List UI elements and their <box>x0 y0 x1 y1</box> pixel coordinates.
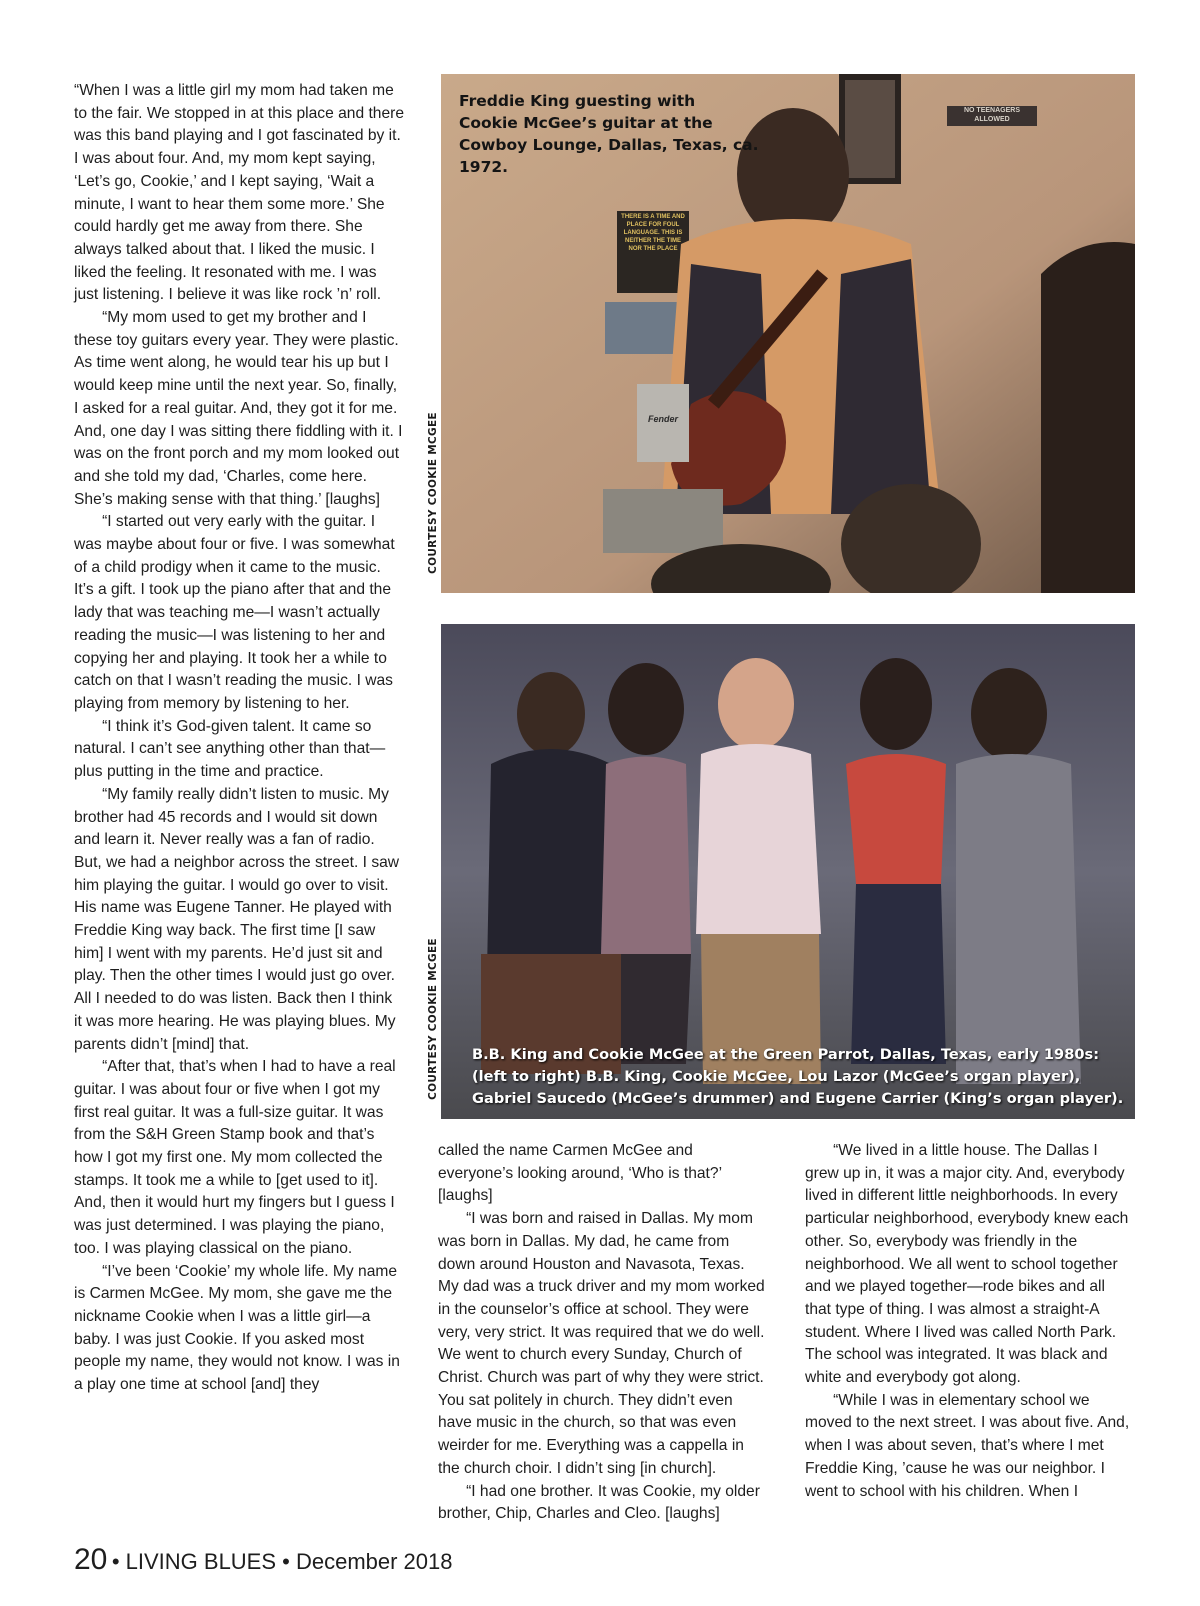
sign-no-teenagers: NO TEENAGERS ALLOWED <box>947 106 1037 126</box>
paragraph: “I think it’s God-given talent. It came so natural. I can’t see anything other than that—plus putting in the time and practice. <box>74 717 386 781</box>
paragraph: “I’ve been ‘Cookie’ my whole life. My name is Carmen McGee. My mom, she gave me the nickname Cookie when I was a little girl—a baby. I was just Cookie. If you asked most people my name, they would not know. I was in a play one time at school [and] they <box>74 1262 400 1394</box>
publication-line: • LIVING BLUES • December 2018 <box>111 1549 453 1574</box>
article-column-3 <box>805 1140 1135 1503</box>
paragraph: “While I was in elementary school we moved to the next street. I was about five. And, when I was about seven, that’s where I met Freddie King, ’cause he was our neighbor. I went to school with his children. When I <box>805 1391 1130 1500</box>
article-column-2 <box>438 1140 768 1526</box>
paragraph: “We lived in a little house. The Dallas I grew up in, it was a major city. And, everybody lived in different little neighborhoods. In every particular neighborhood, everybody knew each other. So, everybody was friendly in the neighborhood. We all went to school together and we played together—rode bikes and all that type of thing. I was almost a straight-A student. Where I lived was called North Park. The school was integrated. It was black and white and everybody got along. <box>805 1142 1129 1387</box>
photo-caption-top: Freddie King guesting with Cookie McGee’s guitar at the Cowboy Lounge, Dallas, Texas, ca. 1972. <box>459 92 759 176</box>
sign-poster: THERE IS A TIME AND PLACE FOR FOUL LANGUAGE. THIS IS NEITHER THE TIME NOR THE PLACE <box>621 214 685 252</box>
photo-caption-bottom: B.B. King and Cookie McGee at the Green Parrot, Dallas, Texas, early 1980s: (left to right) B.B. King, Cookie McGee, Lou Lazor (McGee’s organ player), Gabriel Saucedo (McGee’s drummer) and Eugene Carrier (King’s organ player). <box>472 1046 1124 1107</box>
photo-credit-bottom: COURTESY COOKIE MCGEE <box>427 938 439 1100</box>
paragraph: “I was born and raised in Dallas. My mom was born in Dallas. My dad, he came from down around Houston and Navasota, Texas. My dad was a truck driver and my mom worked in the counselor’s office at school. They were very, very strict. It was required that we do well. We went to church every Sunday, Church of Christ. Church was part of why they were strict. You sat politely in church. They didn’t even have music in the church, so that was even weirder for me. Everything was a cappella in the church choir. I didn’t sing [in church]. <box>438 1210 765 1477</box>
paragraph: called the name Carmen McGee and everyone’s looking around, ‘Who is that?’ [laughs] <box>438 1142 722 1205</box>
paragraph: “When I was a little girl my mom had taken me to the fair. We stopped in at this place and there was this band playing and I got fascinated by it. I was about four. And, my mom kept saying, ‘Let’s go, Cookie,’ and I kept saying, ‘Wait a minute, I want to hear them some more.’ She could hardly get me away from there. She always talked about that. I liked the music. I liked the feeling. It resonated with me. I was just listening. I believe it was like rock ’n’ roll. <box>74 82 404 304</box>
photo-credit-top: COURTESY COOKIE MCGEE <box>427 412 439 574</box>
paragraph: “I started out very early with the guitar. I was maybe about four or five. I was somewhat of a child prodigy when it came to the music. It’s a gift. I took up the piano after that and the lady that was teaching me—I wasn’t actually reading the music—I was listening to her and copying her and playing. It took her a while to catch on that I wasn’t reading the music. I was playing from memory by listening to her. <box>74 513 395 712</box>
photo-freddie-king <box>441 74 1135 593</box>
amp-logo: Fender <box>647 414 678 424</box>
paragraph: “My family really didn’t listen to music. My brother had 45 records and I would sit down and learn it. Never really was a fan of radio. But, we had a neighbor across the street. I saw him playing the guitar. I would go over to visit. His name was Eugene Tanner. He played with Freddie King way back. The first time [I saw him] I went with my parents. He’d just sit and play. Then the other times I would just go over. All I needed to do was listen. Back then I think it was more hearing. He was playing blues. My parents didn’t [mind] that. <box>74 785 400 1053</box>
paragraph: “After that, that’s when I had to have a real guitar. I was about four or five when I got my first real guitar. It was a full-size guitar. It was from the S&H Green Stamp book and that’s how I got my first one. My mom collected the stamps. It took me a while to [get used to it]. And, then it would hurt my fingers but I guess I was just determined. I was playing the piano, too. I was playing classical on the piano. <box>74 1058 396 1257</box>
paragraph: “I had one brother. It was Cookie, my older brother, Chip, Charles and Cleo. [laughs] <box>438 1482 760 1523</box>
article-column-1 <box>74 80 404 1397</box>
paragraph: “My mom used to get my brother and I these toy guitars every year. They were plastic. As time went along, he would tear his up but I would keep mine until the next year. So, finally, I asked for a real guitar. And, they got it for me. And, one day I was sitting there fiddling with it. I was on the front porch and my mom looked out and she told my dad, ‘Charles, come here. She’s making sense with that thing.’ [laughs] <box>74 309 403 508</box>
photo-bb-king-group <box>441 624 1135 1119</box>
page-footer <box>74 1543 453 1577</box>
page-number: 20 <box>74 1543 108 1576</box>
